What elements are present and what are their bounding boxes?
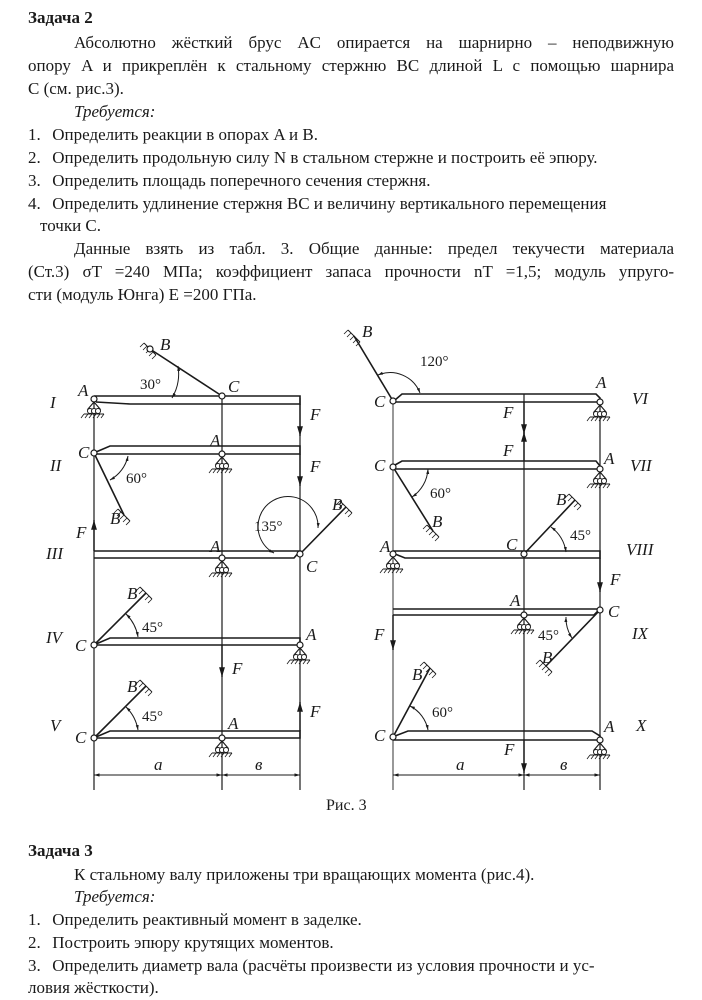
- svg-text:A: A: [78, 381, 89, 400]
- svg-text:C: C: [306, 557, 318, 576]
- task2-item-4: [28, 193, 674, 215]
- scheme-label-VII: VII: [630, 456, 652, 475]
- task3-item-3-cont: ловия жёсткости).: [28, 978, 159, 997]
- task2-intro-line-3: C (см. рис.3).: [28, 79, 124, 98]
- item-text: Построить эпюру крутящих моментов.: [52, 933, 334, 952]
- scheme-label-IX: IX: [632, 624, 649, 643]
- svg-text:B: B: [556, 490, 567, 509]
- svg-text:C: C: [608, 602, 620, 621]
- svg-text:A: A: [210, 537, 221, 556]
- svg-text:A: A: [510, 591, 521, 610]
- svg-text:A: A: [228, 714, 239, 733]
- task2-intro-line-2: опору A и прикреплён к стальному стержню BC длиной L с помощью шарнира: [28, 56, 674, 75]
- svg-text:F: F: [610, 570, 621, 589]
- svg-text:60°: 60°: [126, 471, 147, 487]
- svg-text:B: B: [542, 648, 553, 667]
- task3-item-1: [28, 909, 674, 931]
- svg-text:45°: 45°: [538, 628, 559, 644]
- svg-text:A: A: [210, 431, 221, 450]
- item-number: 3.: [28, 171, 41, 190]
- svg-text:B: B: [362, 322, 373, 341]
- scheme-label-VI: VI: [632, 389, 649, 408]
- svg-text:A: A: [604, 717, 615, 736]
- svg-text:B: B: [127, 584, 138, 603]
- svg-text:F: F: [310, 457, 321, 476]
- task2-item-1: [28, 124, 674, 146]
- item-number: 2.: [28, 148, 41, 167]
- task3-item-3: [28, 955, 674, 977]
- svg-text:F: F: [503, 441, 514, 460]
- task2-item-2: [28, 147, 674, 169]
- task2-data-line-2: (Ст.3) σT =240 МПа; коэффициент запаса прочности nT =1,5; модуль упруго-: [28, 262, 674, 281]
- dim-a-right: a: [456, 755, 465, 774]
- item-text: Определить продольную силу N в стальном стержне и построить её эпюру.: [52, 148, 598, 167]
- scheme-label-X: X: [636, 716, 647, 735]
- item-text: Определить реакции в опорах A и B.: [52, 125, 318, 144]
- svg-text:A: A: [306, 625, 317, 644]
- task3-intro: К стальному валу приложены три вращающих момента (рис.4).: [74, 865, 535, 884]
- scheme-label-VIII: VIII: [626, 540, 654, 559]
- svg-text:60°: 60°: [432, 705, 453, 721]
- task3-heading: Задача 3: [28, 841, 93, 860]
- svg-text:45°: 45°: [142, 709, 163, 725]
- item-number: 1.: [28, 125, 41, 144]
- svg-text:120°: 120°: [420, 354, 449, 370]
- task3-item-2: [28, 932, 674, 954]
- item-number: 3.: [28, 956, 41, 975]
- task2-data-line-1: Данные взять из табл. 3. Общие данные: предел текучести материала: [74, 239, 674, 258]
- svg-text:C: C: [374, 392, 386, 411]
- dim-b-left: в: [255, 755, 263, 774]
- item-number: 1.: [28, 910, 41, 929]
- svg-text:C: C: [374, 726, 386, 745]
- svg-text:F: F: [374, 625, 385, 644]
- svg-text:135°: 135°: [254, 519, 283, 535]
- task2-item-4-cont: точки C.: [40, 216, 102, 235]
- svg-text:F: F: [504, 740, 515, 759]
- item-text: Определить удлинение стержня BC и величину вертикального перемещения: [52, 194, 607, 213]
- scheme-label-III: III: [46, 544, 63, 563]
- svg-text:A: A: [604, 449, 615, 468]
- svg-text:F: F: [310, 702, 321, 721]
- svg-text:C: C: [374, 456, 386, 475]
- svg-text:B: B: [412, 665, 423, 684]
- svg-text:F: F: [76, 523, 87, 542]
- svg-text:A: A: [380, 537, 391, 556]
- task2-required-label: Требуется:: [74, 102, 156, 121]
- scheme-label-II: II: [50, 456, 62, 475]
- item-number: 2.: [28, 933, 41, 952]
- svg-text:B: B: [110, 509, 121, 528]
- svg-text:F: F: [310, 405, 321, 424]
- svg-text:B: B: [127, 677, 138, 696]
- task2-data-line-3: сти (модуль Юнга) E =200 ГПа.: [28, 285, 257, 304]
- item-number: 4.: [28, 194, 41, 213]
- svg-text:C: C: [75, 728, 87, 747]
- dim-b-right: в: [560, 755, 568, 774]
- svg-text:F: F: [503, 403, 514, 422]
- figure-3-diagram: [0, 315, 702, 795]
- svg-text:60°: 60°: [430, 486, 451, 502]
- svg-text:A: A: [596, 373, 607, 392]
- svg-text:C: C: [506, 535, 518, 554]
- item-text: Определить диаметр вала (расчёты произвести из условия прочности и ус-: [52, 956, 595, 975]
- scheme-label-IV: IV: [46, 628, 63, 647]
- item-text: Определить площадь поперечного сечения стержня.: [52, 171, 431, 190]
- svg-text:B: B: [332, 495, 343, 514]
- svg-text:45°: 45°: [142, 620, 163, 636]
- task2-intro-line-1: Абсолютно жёсткий брус AC опирается на шарнирно – неподвижную: [74, 33, 674, 52]
- task2-item-3: [28, 170, 674, 192]
- svg-text:45°: 45°: [570, 528, 591, 544]
- svg-text:C: C: [228, 377, 240, 396]
- svg-text:C: C: [75, 636, 87, 655]
- task3-required-label: Требуется:: [74, 887, 156, 906]
- svg-text:F: F: [232, 659, 243, 678]
- svg-text:30°: 30°: [140, 377, 161, 393]
- scheme-label-V: V: [50, 716, 61, 735]
- svg-text:C: C: [78, 443, 90, 462]
- svg-text:B: B: [160, 335, 171, 354]
- dim-a-left: a: [154, 755, 163, 774]
- scheme-label-I: I: [50, 393, 56, 412]
- figure-caption: Рис. 3: [326, 797, 367, 814]
- item-text: Определить реактивный момент в заделке.: [52, 910, 362, 929]
- task2-heading: Задача 2: [28, 8, 93, 27]
- svg-text:B: B: [432, 512, 443, 531]
